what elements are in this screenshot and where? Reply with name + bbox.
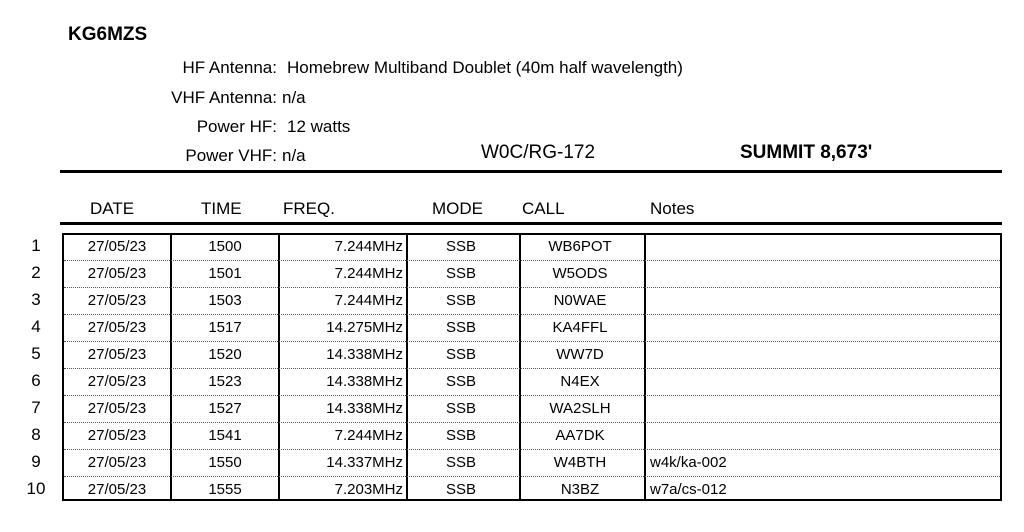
cell-time: 1541 — [208, 427, 242, 444]
cell-notes — [650, 395, 990, 422]
column-header-notes: Notes — [650, 199, 695, 218]
power-vhf-value: n/a — [282, 146, 306, 165]
cell-time: 1555 — [208, 481, 242, 498]
cell-notes — [650, 233, 990, 260]
cell-freq: 14.338MHz — [326, 373, 403, 390]
row-number: 4 — [31, 317, 41, 336]
row-number: 10 — [26, 479, 46, 498]
column-header-mode: MODE — [432, 199, 483, 218]
cell-freq: 7.244MHz — [334, 427, 403, 444]
cell-freq: 7.203MHz — [334, 481, 403, 498]
cell-time: 1550 — [208, 454, 242, 471]
cell-freq: 7.244MHz — [334, 292, 403, 309]
cell-mode: SSB — [445, 454, 476, 471]
hf-antenna-label: HF Antenna: — [182, 58, 277, 77]
cell-freq: 7.244MHz — [334, 238, 403, 255]
cell-notes — [650, 287, 990, 314]
cell-date: 27/05/23 — [87, 427, 147, 444]
summit-altitude: SUMMIT 8,673' — [740, 142, 873, 163]
cell-mode: SSB — [445, 265, 476, 282]
cell-time: 1527 — [208, 400, 242, 417]
cell-date: 27/05/23 — [87, 373, 147, 390]
hf-antenna-value: Homebrew Multiband Doublet (40m half wavelength) — [287, 58, 683, 77]
cell-time: 1501 — [208, 265, 242, 282]
operator-callsign: KG6MZS — [68, 24, 148, 45]
cell-call: N3BZ — [560, 481, 600, 498]
cell-mode: SSB — [445, 346, 476, 363]
row-number: 3 — [31, 290, 41, 309]
cell-call: W5ODS — [552, 265, 608, 282]
cell-freq: 7.244MHz — [334, 265, 403, 282]
cell-call: N4EX — [560, 373, 600, 390]
column-header-date: DATE — [90, 199, 135, 218]
cell-time: 1503 — [208, 292, 242, 309]
cell-date: 27/05/23 — [87, 238, 147, 255]
row-number: 7 — [31, 398, 41, 417]
cell-time: 1517 — [208, 319, 242, 336]
cell-time: 1520 — [208, 346, 242, 363]
cell-notes: w4k/ka-002 — [650, 454, 727, 471]
cell-freq: 14.338MHz — [326, 400, 403, 417]
cell-date: 27/05/23 — [87, 454, 147, 471]
cell-call: WB6POT — [548, 238, 612, 255]
cell-call: N0WAE — [553, 292, 607, 309]
row-number: 1 — [31, 236, 41, 255]
vhf-antenna-label: VHF Antenna: — [171, 88, 277, 107]
column-divider — [644, 235, 646, 499]
cell-date: 27/05/23 — [87, 292, 147, 309]
cell-freq: 14.337MHz — [326, 454, 403, 471]
vhf-antenna-value: n/a — [282, 88, 306, 107]
column-header-call: CALL — [522, 199, 565, 218]
cell-mode: SSB — [445, 238, 476, 255]
cell-date: 27/05/23 — [87, 265, 147, 282]
cell-time: 1523 — [208, 373, 242, 390]
column-header-time: TIME — [201, 199, 242, 218]
cell-mode: SSB — [445, 400, 476, 417]
cell-mode: SSB — [445, 292, 476, 309]
cell-call: AA7DK — [555, 427, 605, 444]
cell-date: 27/05/23 — [87, 400, 147, 417]
row-number: 5 — [31, 344, 41, 363]
cell-call: KA4FFL — [552, 319, 608, 336]
cell-time: 1500 — [208, 238, 242, 255]
cell-mode: SSB — [445, 319, 476, 336]
cell-freq: 14.338MHz — [326, 346, 403, 363]
cell-notes — [650, 341, 990, 368]
row-number: 6 — [31, 371, 41, 390]
cell-date: 27/05/23 — [87, 481, 147, 498]
cell-notes — [650, 422, 990, 449]
cell-freq: 14.275MHz — [326, 319, 403, 336]
cell-mode: SSB — [445, 373, 476, 390]
power-vhf-label: Power VHF: — [185, 146, 277, 165]
column-header-freq: FREQ. — [283, 199, 335, 218]
cell-notes — [650, 368, 990, 395]
cell-call: WW7D — [556, 346, 604, 363]
cell-notes — [650, 314, 990, 341]
cell-mode: SSB — [445, 481, 476, 498]
column-header-rule — [60, 222, 1002, 225]
header-rule — [60, 170, 1002, 173]
row-number: 8 — [31, 425, 41, 444]
power-hf-label: Power HF: — [196, 117, 277, 136]
summit-reference: W0C/RG-172 — [481, 142, 596, 163]
cell-mode: SSB — [445, 427, 476, 444]
power-hf-value: 12 watts — [287, 117, 351, 136]
row-number: 2 — [31, 263, 41, 282]
row-number: 9 — [31, 452, 41, 471]
cell-call: W4BTH — [553, 454, 607, 471]
cell-notes: w7a/cs-012 — [650, 481, 727, 498]
cell-date: 27/05/23 — [87, 319, 147, 336]
cell-date: 27/05/23 — [87, 346, 147, 363]
cell-notes — [650, 260, 990, 287]
cell-call: WA2SLH — [549, 400, 611, 417]
